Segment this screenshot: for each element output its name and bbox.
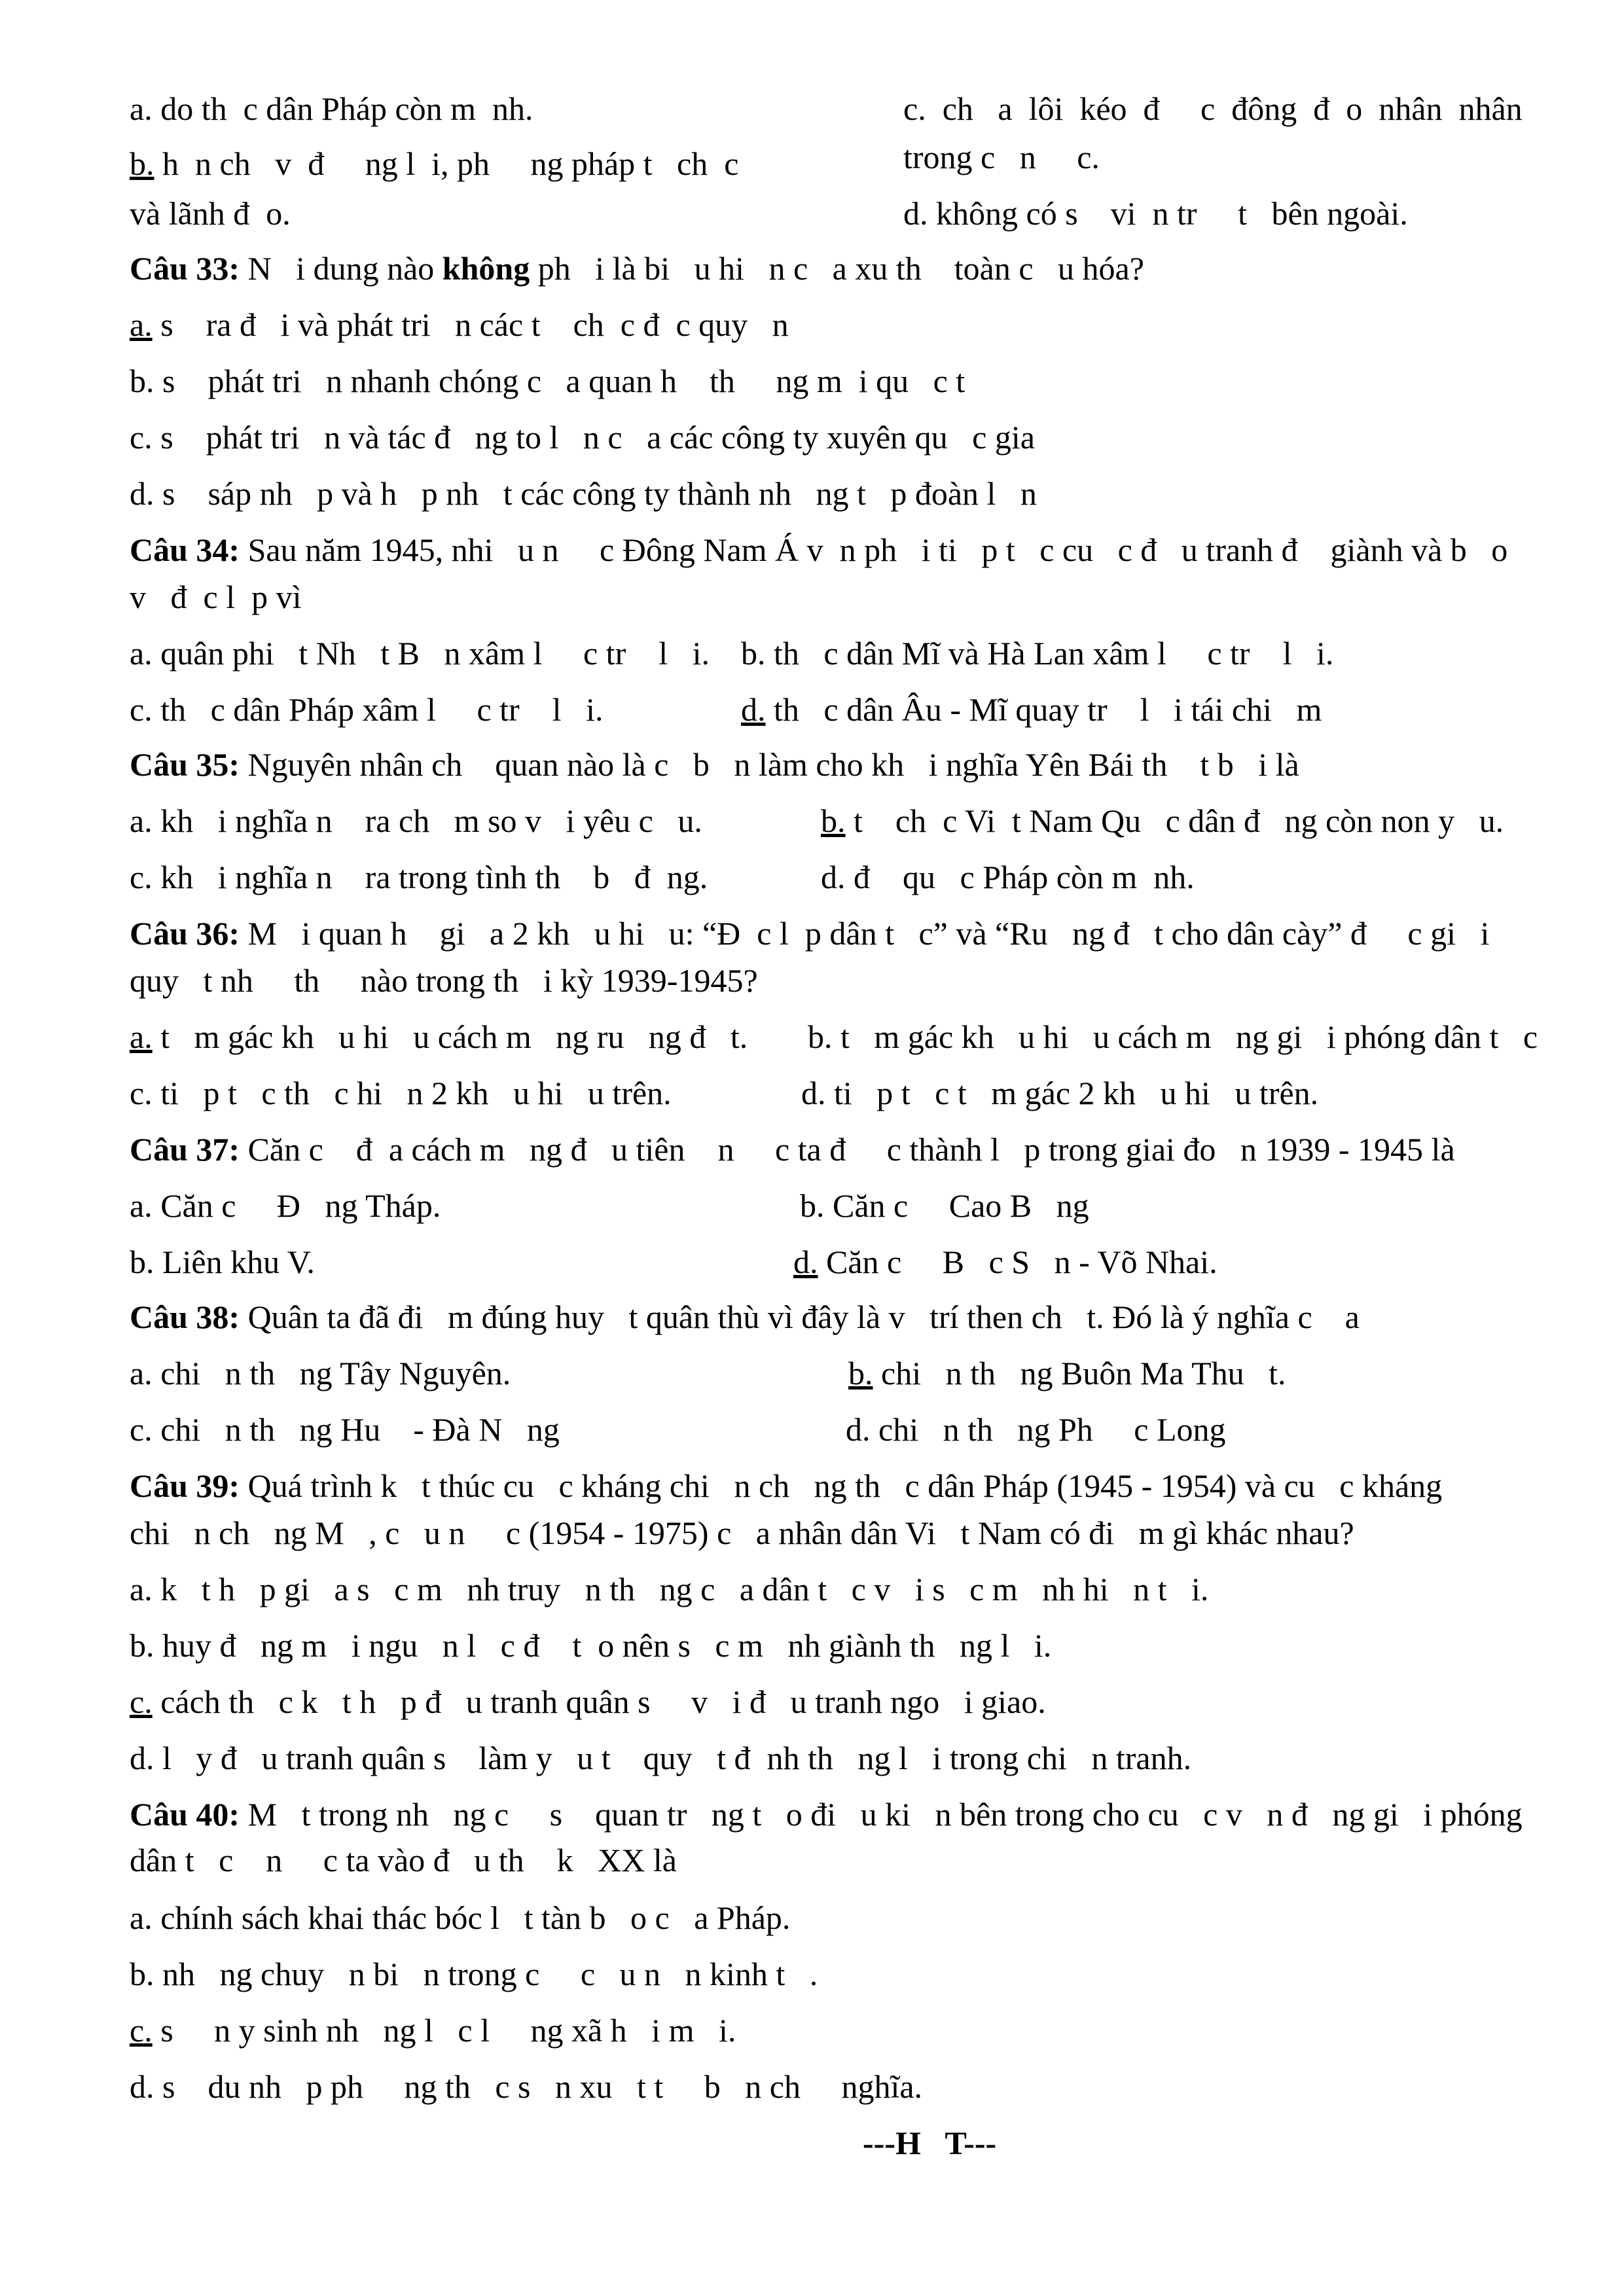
prev-option-d: d. không có s vi n tr t bên ngoài.: [903, 195, 1408, 232]
answer-marker: b.: [130, 145, 154, 182]
answer-marker: c.: [130, 2012, 153, 2049]
question-34-option-d: d. th c dân Âu - Mĩ quay tr l i tái chi m: [741, 691, 1322, 728]
question-34-stem-cont: v đ c l p vì: [130, 579, 302, 615]
question-36-stem-cont: quy t nh th nào trong th i kỳ 1939-1945?: [130, 962, 758, 999]
answer-marker: b.: [821, 802, 846, 839]
question-36-option-b: b. t m gác kh u hi u cách m ng gi i phóng dân t c: [808, 1018, 1538, 1055]
question-37-option-b-alt: b. Liên khu V.: [130, 1244, 315, 1280]
question-35-option-b: b. t ch c Vi t Nam Qu c dân đ ng còn non y u.: [821, 802, 1504, 839]
question-38-stem: Câu 38: Quân ta đã đi m đúng huy t quân thù vì đây là v trí then ch t. Đó là ý nghĩa c a: [130, 1299, 1360, 1335]
question-39-option-a: a. k t h p gi a s c m nh truy n th ng c a dân t c v i s c m nh hi n t i.: [130, 1571, 1209, 1607]
answer-marker: a.: [130, 1018, 153, 1055]
question-36-option-d: d. ti p t c t m gác 2 kh u hi u trên.: [801, 1075, 1319, 1111]
prev-option-c: c. ch a lôi kéo đ c đông đ o nhân nhân: [903, 90, 1523, 127]
question-39-stem: Câu 39: Quá trình k t thúc cu c kháng chi n ch ng th c dân Pháp (1945 - 1954) và cu c kháng: [130, 1467, 1443, 1504]
prev-option-b-cont: và lãnh đ o.: [130, 195, 291, 232]
answer-marker: d.: [741, 691, 766, 728]
question-35-option-c: c. kh i nghĩa n ra trong tình th b đ ng.: [130, 859, 708, 895]
question-39-option-c: c. cách th c k t h p đ u tranh quân s v i đ u tranh ngo i giao.: [130, 1683, 1046, 1720]
answer-marker: a.: [130, 306, 153, 343]
answer-marker: b.: [848, 1355, 873, 1391]
prev-option-c-cont: trong c n c.: [903, 139, 1100, 175]
end-marker: ---H T---: [863, 2125, 997, 2161]
question-38-option-b: b. chi n th ng Buôn Ma Thu t.: [848, 1355, 1286, 1391]
question-36-option-a: a. t m gác kh u hi u cách m ng ru ng đ t.: [130, 1018, 748, 1055]
question-38-option-d: d. chi n th ng Ph c Long: [846, 1411, 1226, 1448]
question-34-option-b: b. th c dân Mĩ và Hà Lan xâm l c tr l i.: [741, 635, 1334, 672]
question-33-option-c: c. s phát tri n và tác đ ng to l n c a các công ty xuyên qu c gia: [130, 419, 1035, 456]
question-38-option-c: c. chi n th ng Hu - Đà N ng: [130, 1411, 560, 1448]
question-40-stem: Câu 40: M t trong nh ng c s quan tr ng t o đi u ki n bên trong cho cu c v n đ ng gi i phóng: [130, 1796, 1523, 1833]
question-34-option-c: c. th c dân Pháp xâm l c tr l i.: [130, 691, 604, 728]
question-39-stem-cont: chi n ch ng M , c u n c (1954 - 1975) c a nhân dân Vi t Nam có đi m gì khác nhau?: [130, 1515, 1354, 1551]
question-34-stem: Câu 34: Sau năm 1945, nhi u n c Đông Nam Á v n ph i ti p t c cu c đ u tranh đ giành và b o: [130, 531, 1508, 568]
question-37-option-d: d. Căn c B c S n - Võ Nhai.: [793, 1244, 1218, 1280]
prev-option-b: b. h n ch v đ ng l i, ph ng pháp t ch c: [130, 145, 739, 182]
answer-marker: d.: [793, 1244, 818, 1280]
question-39-option-b: b. huy đ ng m i ngu n l c đ t o nên s c m nh giành th ng l i.: [130, 1627, 1052, 1664]
question-37-stem: Câu 37: Căn c đ a cách m ng đ u tiên n c ta đ c thành l p trong giai đo n 1939 - 1945 là: [130, 1131, 1455, 1168]
question-37-option-b: b. Căn c Cao B ng: [800, 1187, 1089, 1224]
question-40-option-d: d. s du nh p ph ng th c s n xu t t b n ch nghĩa.: [130, 2068, 923, 2105]
answer-marker: c.: [130, 1683, 153, 1720]
question-33-stem: Câu 33: N i dung nào không ph i là bi u hi n c a xu th toàn c u hóa?: [130, 250, 1144, 287]
question-34-option-a: a. quân phi t Nh t B n xâm l c tr l i.: [130, 635, 710, 672]
question-39-option-d: d. l y đ u tranh quân s làm y u t quy t đ nh th ng l i trong chi n tranh.: [130, 1740, 1192, 1776]
question-40-option-b: b. nh ng chuy n bi n trong c c u n n kinh t .: [130, 1956, 818, 1992]
question-40-stem-cont: dân t c n c ta vào đ u th k XX là: [130, 1842, 677, 1878]
question-38-option-a: a. chi n th ng Tây Nguyên.: [130, 1355, 511, 1391]
question-37-option-a: a. Căn c Đ ng Tháp.: [130, 1187, 441, 1224]
question-33-option-a: a. s ra đ i và phát tri n các t ch c đ c quy n: [130, 306, 789, 343]
question-40-option-a: a. chính sách khai thác bóc l t tàn b o c a Pháp.: [130, 1899, 791, 1936]
question-33-option-d: d. s sáp nh p và h p nh t các công ty thành nh ng t p đoàn l n: [130, 475, 1037, 512]
question-36-stem: Câu 36: M i quan h gi a 2 kh u hi u: “Đ c l p dân t c” và “Ru ng đ t cho dân cày” đ c gi i: [130, 915, 1490, 952]
question-35-option-d: d. đ qu c Pháp còn m nh.: [821, 859, 1195, 895]
question-40-option-c: c. s n y sinh nh ng l c l ng xã h i m i.: [130, 2012, 736, 2049]
prev-option-a: a. do th c dân Pháp còn m nh.: [130, 90, 533, 127]
question-33-option-b: b. s phát tri n nhanh chóng c a quan h th ng m i qu c t: [130, 363, 965, 399]
question-35-stem: Câu 35: Nguyên nhân ch quan nào là c b n làm cho kh i nghĩa Yên Bái th t b i là: [130, 746, 1299, 783]
question-36-option-c: c. ti p t c th c hi n 2 kh u hi u trên.: [130, 1075, 672, 1111]
question-35-option-a: a. kh i nghĩa n ra ch m so v i yêu c u.: [130, 802, 702, 839]
